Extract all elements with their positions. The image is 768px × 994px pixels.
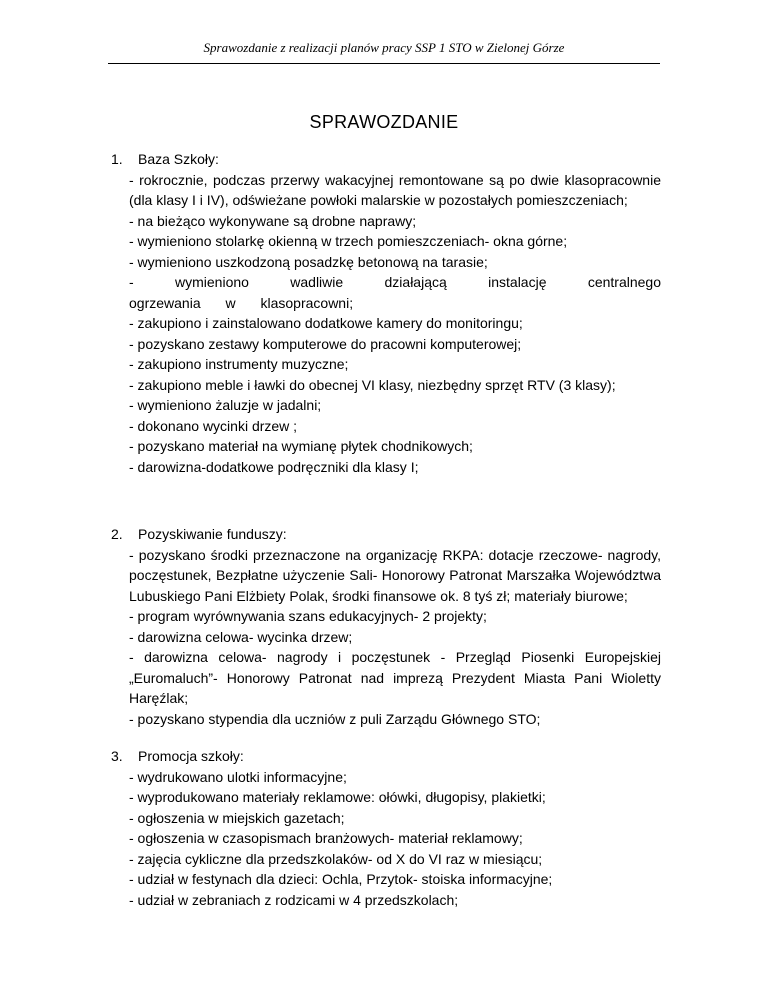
list-item: - pozyskano środki przeznaczone na organizację RKPA: dotacje rzeczowe- nagrody, poczęstunek, Bezpłatne użyczenie Sali- Honorowy Patronat Marszałka Województwa Lubuskiego Pani Elżbiety Polak, środki finansowe ok. 8 tyś zł; materiały biurowe; — [129, 546, 661, 604]
section-promocja-szkoly — [0, 746, 768, 910]
list-item: - pozyskano zestawy komputerowe do pracowni komputerowej; — [129, 335, 522, 352]
section-label: Pozyskiwanie funduszy: — [138, 526, 287, 542]
header-rule — [108, 63, 660, 64]
section-heading — [0, 746, 768, 767]
section-items — [129, 767, 661, 911]
section-baza-szkoly — [0, 149, 768, 477]
list-item: - wymieniono stolarkę okienną w trzech pomieszczeniach- okna górne; — [129, 233, 568, 249]
section-heading — [0, 524, 768, 545]
section-heading — [0, 149, 768, 170]
list-item: - wyprodukowano materiały reklamowe: ołówki, długopisy, plakietki; — [129, 789, 546, 805]
list-item: - wymieniono żaluzje w jadalni; — [129, 397, 322, 413]
section-label: Promocja szkoły: — [138, 748, 244, 764]
running-header: Sprawozdanie z realizacji planów pracy SSP 1 STO w Zielonej Górze — [203, 40, 565, 55]
list-item: - zakupiono meble i ławki do obecnej VI klasy, niezbędny sprzęt RTV (3 klasy); — [129, 376, 616, 393]
list-item: - program wyrównywania szans edukacyjnych- 2 projekty; — [129, 608, 487, 624]
list-item: - zakupiono i zainstalowano dodatkowe kamery do monitoringu; — [129, 315, 523, 331]
list-item: - dokonano wycinki drzew ; — [129, 417, 298, 434]
list-item: - zakupiono instrumenty muzyczne; — [129, 356, 349, 372]
list-item: - ogłoszenia w czasopismach branżowych- materiał reklamowy; — [129, 830, 523, 846]
section-number: 1. — [111, 151, 123, 167]
section-items — [129, 170, 661, 478]
list-item: - pozyskano materiał na wymianę płytek chodnikowych; — [129, 438, 473, 454]
list-item: - wymieniono uszkodzoną posadzkę betonową na tarasie; — [129, 253, 488, 270]
list-item: - pozyskano stypendia dla uczniów z puli Zarządu Głównego STO; — [129, 710, 541, 727]
list-item: - darowizna celowa- wycinka drzew; — [129, 628, 353, 645]
list-item: - udział w zebraniach z rodzicami w 4 przedszkolach; — [129, 891, 459, 908]
list-item: - darowizna-dodatkowe podręczniki dla klasy I; — [129, 458, 419, 475]
list-item: - wymieniono wadliwie działającą instalację centralnego ogrzewania w klasopracowni; — [129, 274, 661, 311]
section-label: Baza Szkoły: — [138, 151, 219, 167]
list-item: - darowizna celowa- nagrody i poczęstunek - Przegląd Piosenki Europejskiej „Euromaluch”- Honorowy Patronat nad imprezą Prezydent Miasta Pani Wioletty Haręźlak; — [129, 649, 661, 706]
list-item: - rokrocznie, podczas przerwy wakacyjnej remontowane są po dwie klasopracownie (dla klasy I i IV), odświeżane powłoki malarskie w pozostałych pomieszczeniach; — [129, 171, 661, 208]
list-item: - zajęcia cykliczne dla przedszkolaków- od X do VI raz w miesiącu; — [129, 850, 543, 867]
section-pozyskiwanie-funduszy — [0, 524, 768, 729]
list-item: - wydrukowano ulotki informacyjne; — [129, 768, 347, 785]
section-number: 3. — [111, 748, 123, 764]
section-items — [129, 545, 661, 730]
list-item: - udział w festynach dla dzieci: Ochla, Przytok- stoiska informacyjne; — [129, 871, 553, 887]
list-item: - ogłoszenia w miejskich gazetach; — [129, 809, 345, 826]
document-title: SPRAWOZDANIE — [309, 112, 459, 132]
section-number: 2. — [111, 526, 123, 542]
list-item: - na bieżąco wykonywane są drobne naprawy; — [129, 212, 417, 229]
